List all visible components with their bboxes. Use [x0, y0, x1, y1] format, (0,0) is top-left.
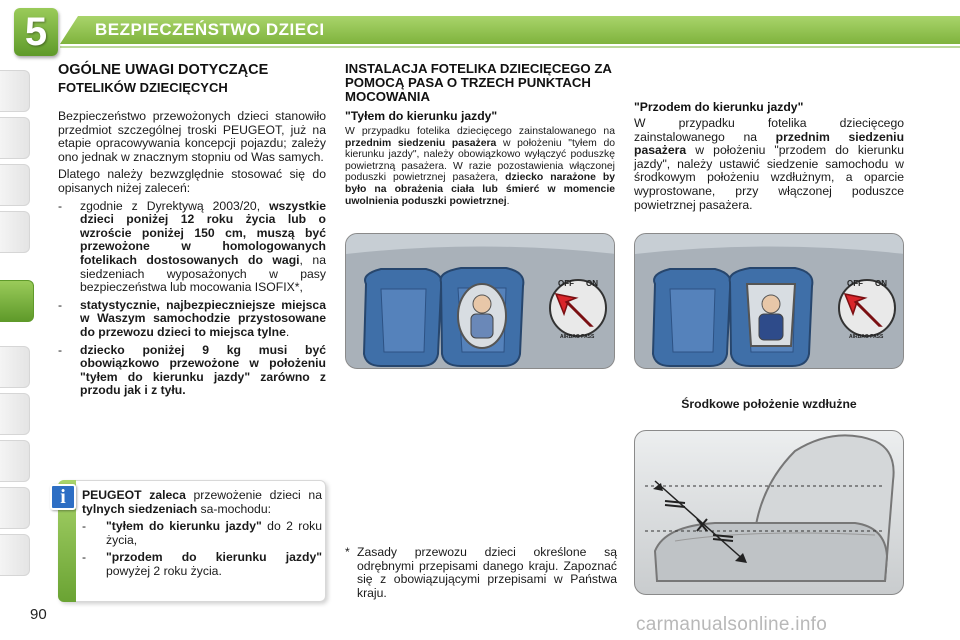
info-text: [82, 489, 322, 583]
chapter-tab-9[interactable]: [0, 487, 30, 529]
forward-facing-text: W przypadku fotelika dziecięcego zainstalowanego na przednim siedzeniu pasażera w położeniu "przodem do kierunku jazdy", należy ustawić siedzenie samochodu w środkowym położeniu wzdłużnym, a oparcie wyprostowane, przy włączonej poduszce powietrznej pasażera.: [634, 116, 905, 212]
figure-caption: Środkowe położenie wzdłużne: [681, 397, 857, 411]
chapter-tab-8[interactable]: [0, 440, 30, 482]
paragraph: Bezpieczeństwo przewożonych dzieci stanowiło przedmiot szczególnej troski PEUGEOT, już na etapie opracowywania koncepcji pojazdu; zależy ono jednak w znacznym stopniu od Was samych.: [58, 109, 326, 164]
rear-facing-text: W przypadku fotelika dziecięcego zainstalowanego na przednim siedzeniu pasażera w położeniu "tyłem do kierunku jazdy", należy obowiązkowo wyłączyć poduszkę powietrzną pasażera. W razie pozostawienia włączonej poduszki powietrznej pasażera, dziecko narażone by było na obrażenia ciała lub śmierć w momencie uwolnienia poduszki powietrznej.: [345, 126, 616, 207]
watermark: carmanualsonline.info: [636, 614, 828, 635]
list-item: - statystycznie, najbezpieczniejsze miejsca w Waszym samochodzie przystosowane do przewozu dzieci to miejsca tylne.: [58, 297, 326, 339]
svg-text:AIRBAG PASS: AIRBAG PASS: [560, 334, 595, 340]
svg-text:ON: ON: [875, 279, 887, 288]
svg-text:OFF: OFF: [558, 279, 574, 288]
page-title: BEZPIECZEŃSTWO DZIECI: [95, 20, 325, 39]
child-seat-rear-facing: [458, 284, 506, 348]
chapter-tab-4[interactable]: [0, 211, 30, 253]
chapter-tab-7[interactable]: [0, 393, 30, 435]
section-heading: OGÓLNE UWAGI DOTYCZĄCE: [58, 62, 269, 78]
driver-seat: [653, 269, 731, 366]
footnote-item: * Zasady przewozu dzieci określone są odrębnymi przepisami danego kraju. Zapoznać się z obowiązującymi przepisami w Państwa kraju.: [345, 545, 617, 600]
info-paragraph: PEUGEOT zaleca przewożenie dzieci na tylnych siedzeniach sa-mochodu:: [82, 488, 322, 516]
child-seat-forward-facing: [747, 284, 795, 346]
info-icon: i: [50, 484, 76, 510]
svg-text:AIRBAG PASS: AIRBAG PASS: [849, 334, 884, 340]
rear-facing-svg: [346, 234, 615, 369]
seat-side-view: [655, 435, 894, 581]
seat-position-svg: [635, 431, 904, 595]
list-item: - "tyłem do kierunku jazdy" do 2 roku życia,: [82, 519, 322, 547]
rear-facing-illustration: [345, 233, 615, 369]
seat-position-illustration: [634, 430, 904, 595]
forward-facing-title: "Przodem do kierunku jazdy": [634, 100, 804, 114]
list-item: - dziecko poniżej 9 kg musi być obowiązkowo przewożone w położeniu "tyłem do kierunku jazdy" zarówno z przodu jak i z tyłu.: [58, 342, 326, 398]
driver-seat: [364, 269, 442, 366]
chapter-tab-10[interactable]: [0, 534, 30, 576]
chapter-tab-2[interactable]: [0, 117, 30, 159]
chapter-badge: [14, 8, 58, 56]
section-subheading: FOTELIKÓW DZIECIĘCYCH: [58, 80, 228, 95]
svg-text:ON: ON: [586, 279, 598, 288]
chapter-tab-5-active[interactable]: [0, 280, 34, 322]
chapter-tab-3[interactable]: [0, 164, 30, 206]
rear-facing-title: "Tyłem do kierunku jazdy": [345, 109, 498, 123]
install-heading: INSTALACJA FOTELIKA DZIECIĘCEGO ZA POMOCĄ PASA O TRZECH PUNKTACH MOCOWANIA: [345, 61, 612, 104]
list-item: - zgodnie z Dyrektywą 2003/20, wszystkie dzieci poniżej 12 roku życia lub o wzroście poniżej 150 cm, muszą być przewożone w homologowanych fotelikach dostosowanych do wagi, na siedzeniach wyposażonych w pasy bezpieczeństwa lub mocowania ISOFIX*,: [58, 198, 326, 295]
list-item: - "przodem do kierunku jazdy" powyżej 2 roku życia.: [82, 550, 322, 578]
chapter-tab-6[interactable]: [0, 346, 30, 388]
forward-facing-svg: [635, 234, 904, 369]
chapter-tab-1[interactable]: [0, 70, 30, 112]
footnote: [345, 546, 617, 604]
forward-facing-illustration: [634, 233, 904, 369]
paragraph: Dlatego należy bezwzględnie stosować się do opisanych niżej zaleceń:: [58, 167, 326, 195]
svg-text:OFF: OFF: [847, 279, 863, 288]
header-bar-notch: [60, 16, 78, 44]
page-number: 90: [30, 606, 47, 623]
chapter-number: 5: [24, 10, 48, 54]
general-text: [58, 110, 326, 402]
header-underline: [60, 46, 960, 48]
